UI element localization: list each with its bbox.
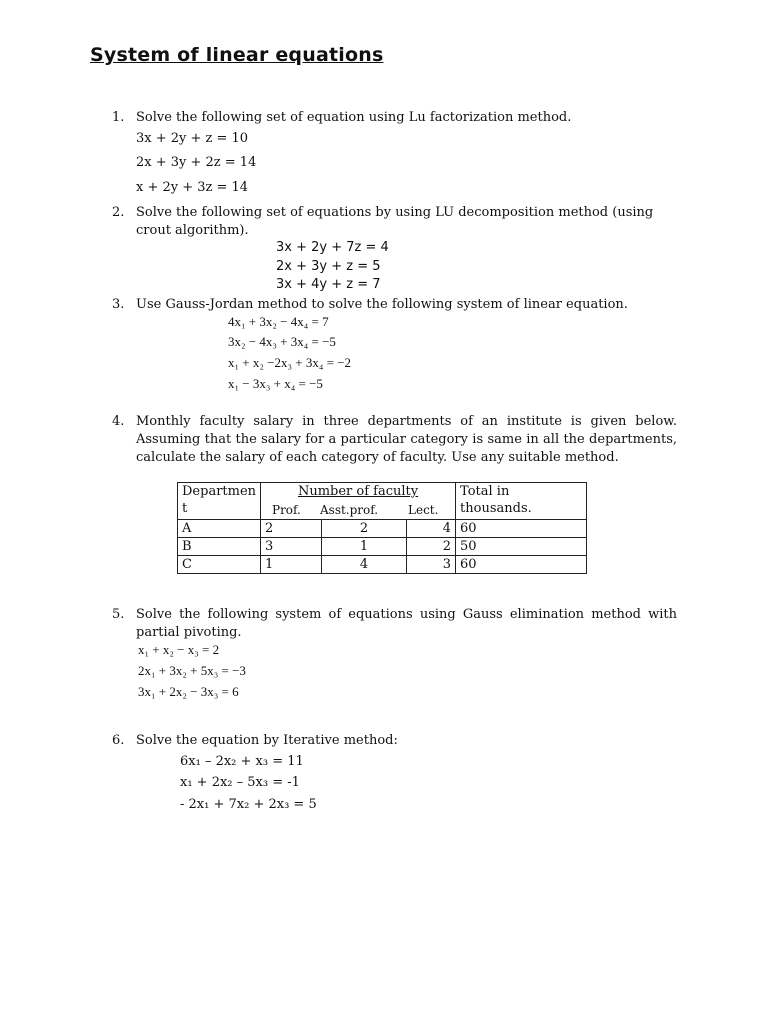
asst-prof-subheader: Asst.prof. — [320, 503, 379, 517]
lect-subheader: Lect. — [408, 503, 439, 517]
prof-cell: 1 — [261, 556, 322, 574]
q1-text: Solve the following set of equation using Lu factorization method. — [136, 110, 572, 125]
page-title: System of linear equations — [90, 44, 384, 66]
total-cell: 60 — [456, 556, 587, 574]
q1-equation: 3x + 2y + z = 10 — [136, 131, 249, 146]
lect-cell: 2 — [407, 538, 456, 556]
q3-number: 3. — [112, 297, 125, 312]
total-header: Total in thousands. — [456, 483, 587, 520]
q5-number: 5. — [112, 607, 125, 622]
lect-cell: 4 — [407, 520, 456, 538]
table-header-row — [178, 483, 587, 520]
q1-number: 1. — [112, 110, 125, 125]
dept-cell: C — [178, 556, 261, 574]
prof-subheader: Prof. — [272, 503, 301, 517]
q5-equation: 3x₁ + 2x₂ − 3x₃ = 6 — [138, 684, 239, 699]
q6-equation: - 2x₁ + 7x₂ + 2x₃ = 5 — [180, 797, 317, 812]
q2-equation: 2x + 3y + z = 5 — [276, 259, 381, 274]
q3-equation: 4x₁ + 3x₂ − 4x₄ = 7 — [228, 314, 329, 329]
q2-equation: 3x + 2y + 7z = 4 — [276, 240, 389, 255]
q3-equation: 3x₂ − 4x₃ + 3x₄ = −5 — [228, 334, 336, 349]
table-row — [178, 520, 587, 538]
q1-equation: x + 2y + 3z = 14 — [136, 180, 249, 195]
q6-equation: x₁ + 2x₂ – 5x₃ = -1 — [180, 775, 300, 790]
q3-equation: x₁ + x₂ −2x₃ + 3x₄ = −2 — [228, 355, 352, 370]
q6-text: Solve the equation by Iterative method: — [136, 733, 398, 748]
q3-equation: x₁ − 3x₃ + x₄ = −5 — [228, 376, 323, 391]
q4-number: 4. — [112, 414, 125, 429]
asst-cell: 2 — [322, 520, 407, 538]
q1-equation: 2x + 3y + 2z = 14 — [136, 155, 257, 170]
q2-number: 2. — [112, 205, 125, 220]
q3-text: Use Gauss-Jordan method to solve the following system of linear equation. — [136, 297, 628, 312]
q5-equation: x₁ + x₂ − x₃ = 2 — [138, 642, 220, 657]
q2-equation: 3x + 4y + z = 7 — [276, 277, 381, 292]
q5-equation: 2x₁ + 3x₂ + 5x₃ = −3 — [138, 663, 246, 678]
q4-text: Monthly faculty salary in three departments of an institute is given below. Assuming that the salary for a particular category is same in all the departments, calculate the salary of each category of faculty. Use any suitable method. — [136, 414, 677, 465]
q6-equation: 6x₁ – 2x₂ + x₃ = 11 — [180, 754, 304, 769]
prof-cell: 3 — [261, 538, 322, 556]
dept-cell: A — [178, 520, 261, 538]
prof-cell: 2 — [261, 520, 322, 538]
total-cell: 60 — [456, 520, 587, 538]
total-cell: 50 — [456, 538, 587, 556]
table-row — [178, 538, 587, 556]
faculty-salary-table — [177, 482, 587, 574]
dept-cell: B — [178, 538, 261, 556]
q6-number: 6. — [112, 733, 125, 748]
asst-cell: 4 — [322, 556, 407, 574]
lect-cell: 3 — [407, 556, 456, 574]
table-row — [178, 556, 587, 574]
asst-cell: 1 — [322, 538, 407, 556]
group-header: Number of faculty — [297, 484, 419, 499]
department-header: Departmen t — [178, 483, 261, 520]
q5-text: Solve the following system of equations using Gauss elimination method with partial pivoting. — [136, 607, 677, 640]
q2-text: Solve the following set of equations by using LU decomposition method (using crout algorithm). — [136, 205, 654, 238]
